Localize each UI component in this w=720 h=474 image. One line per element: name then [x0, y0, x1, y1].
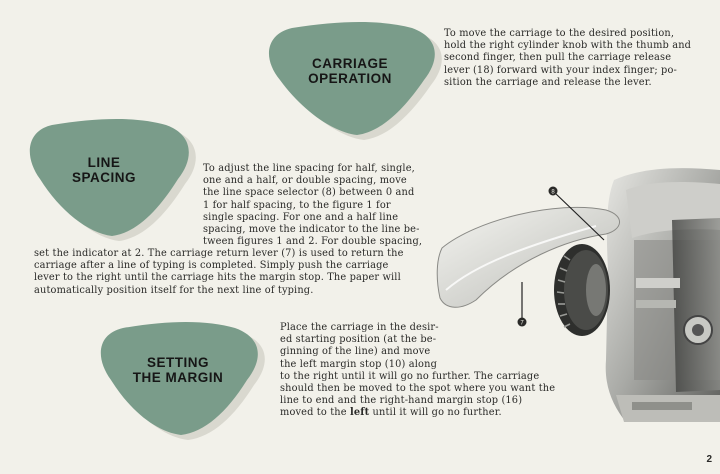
text-line: single spacing. For one and a half line	[203, 211, 399, 223]
text-line: the line space selector (8) between 0 and	[203, 187, 415, 199]
text-line: spacing, move the indicator to the line be-	[203, 224, 420, 236]
platen-knob	[554, 244, 610, 336]
setting-margin-badge	[95, 320, 261, 438]
text-fragment: moved to the	[280, 407, 350, 419]
callout-number: 8	[551, 189, 555, 196]
emphasis-left: left	[349, 407, 370, 419]
badge-title-line: OPERATION	[308, 71, 392, 86]
text-line: the left margin stop (10) along	[280, 358, 437, 370]
badge-title-line: CARRIAGE	[311, 56, 388, 71]
line-spacing-title	[24, 155, 184, 185]
typewriter-drawing	[436, 160, 720, 422]
text-line: To adjust the line spacing for half, single,	[203, 163, 415, 174]
line-spacing-text-continued	[34, 248, 404, 297]
text-line: lever to the right until the carriage hits the margin stop. The paper will	[34, 272, 401, 284]
callout-7	[518, 282, 527, 327]
text-fragment: until it will go no further.	[369, 407, 502, 419]
text-line: To move the carriage to the desired position,	[444, 28, 675, 39]
text-line: sition the carriage and release the lever.	[444, 76, 652, 88]
text-line: 1 for half spacing, to the figure 1 for	[203, 199, 391, 211]
carriage-operation-title	[262, 56, 438, 86]
text-line: one and a half, or double spacing, move	[203, 175, 407, 187]
badge-title-line: LINE	[87, 155, 121, 170]
callout-number: 7	[520, 320, 524, 327]
text-line: to the right until it will go no further. The carriage	[280, 370, 540, 382]
badge-title-line: SPACING	[71, 170, 136, 185]
text-line: line to end and the right-hand margin stop (16)	[280, 395, 523, 407]
line-spacing-text	[203, 163, 422, 248]
text-line: automatically position itself for the next line of typing.	[34, 284, 314, 296]
text-line: set the indicator at 2. The carriage return lever (7) is used to return the	[34, 248, 404, 259]
typewriter-illustration	[436, 160, 720, 422]
page-number: 2	[706, 454, 712, 465]
line-spacing-badge	[24, 117, 192, 239]
text-line: ginning of the line) and move	[280, 346, 431, 358]
badge-title-line: SETTING	[146, 355, 209, 370]
text-line: carriage after a line of typing is completed. Simply push the carriage	[34, 260, 389, 272]
text-line: ed starting position (at the be-	[280, 334, 437, 346]
badge-title-line: THE MARGIN	[132, 370, 224, 385]
text-line: tween figures 1 and 2. For double spacing,	[203, 236, 423, 248]
carriage-operation-badge	[262, 20, 438, 138]
text-line: hold the right cylinder knob with the thumb and	[444, 40, 692, 52]
text-line: lever (18) forward with your index finger; po-	[444, 64, 677, 76]
setting-margin-title	[95, 355, 261, 385]
carriage-operation-text	[444, 28, 691, 89]
text-line: Place the carriage in the desir-	[280, 322, 439, 333]
text-line: should then be moved to the spot where you want the	[280, 383, 556, 395]
text-line: second finger, then pull the carriage release	[444, 52, 672, 64]
